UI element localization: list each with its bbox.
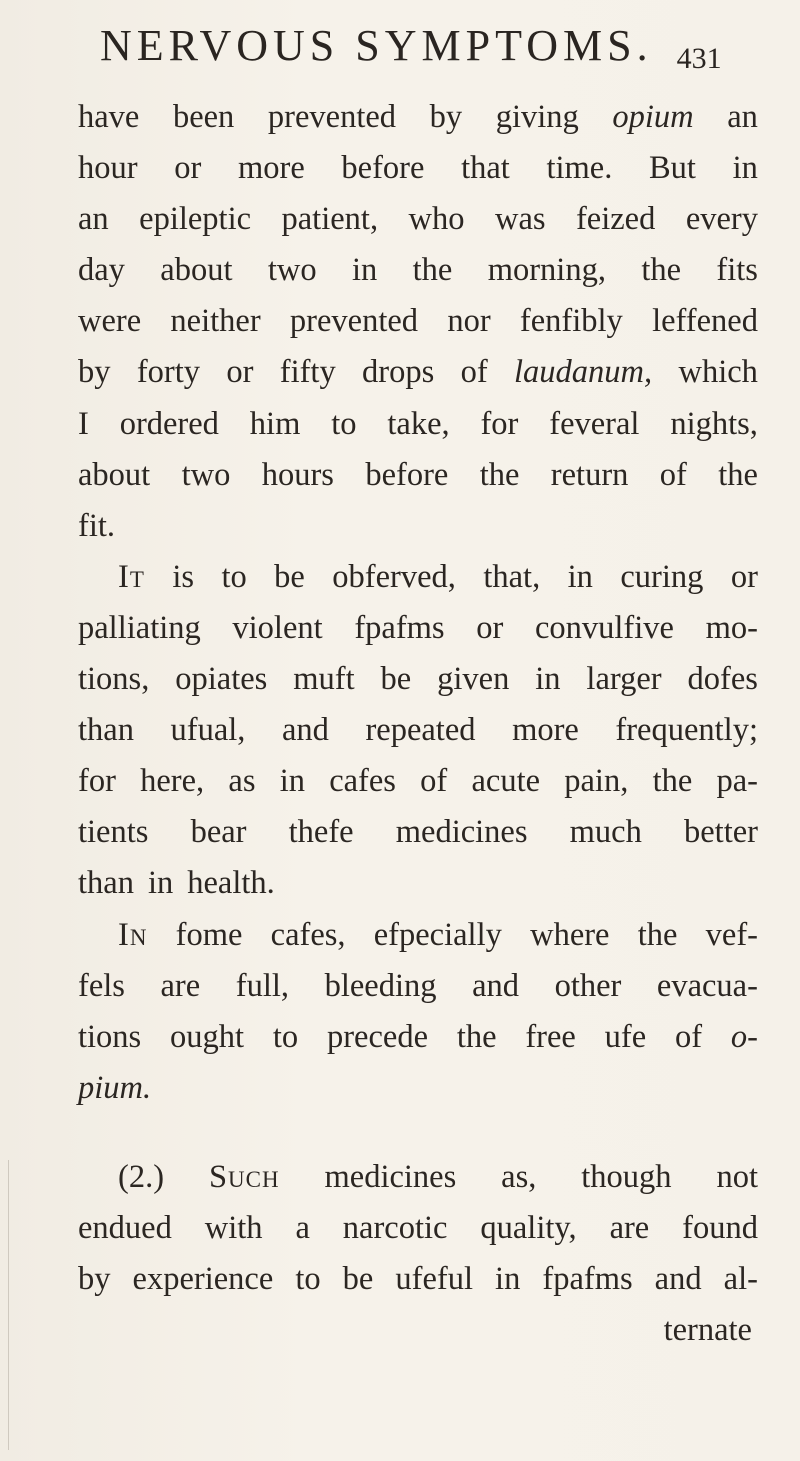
word: take, (387, 405, 450, 442)
word: in (351, 252, 378, 289)
word: morning, (487, 252, 606, 289)
word: mo- (705, 609, 758, 646)
word: as (228, 763, 256, 800)
word: opium (612, 99, 694, 135)
word: pa- (716, 763, 758, 800)
text-line (78, 910, 758, 961)
word: for (480, 405, 519, 442)
word: But (649, 150, 696, 187)
word: endued (78, 1209, 172, 1246)
text-line (78, 807, 758, 858)
text-line (78, 1012, 758, 1063)
word: leffened (652, 303, 758, 340)
word: tions, (78, 661, 150, 698)
word: quality, (480, 1209, 577, 1246)
word: narcotic (342, 1209, 448, 1246)
word: bear (190, 814, 247, 851)
word: cafes (329, 763, 396, 800)
word: before (341, 150, 425, 187)
word: more (237, 150, 305, 187)
word: the (479, 456, 520, 493)
text-line (78, 92, 758, 143)
word: fpafms (542, 1261, 633, 1298)
word: by (429, 99, 463, 135)
text-line (78, 245, 758, 296)
catchword: ternate (663, 1312, 752, 1349)
word: fits (716, 252, 758, 289)
text-line (78, 858, 758, 909)
word: It (118, 558, 145, 595)
word: fpafms (354, 609, 445, 646)
text-line (78, 705, 758, 756)
word: about (78, 456, 151, 493)
word: laudanum, (514, 354, 653, 391)
word: and (281, 712, 329, 749)
word: was (494, 201, 546, 238)
word: al- (723, 1261, 758, 1298)
word: ufe (604, 1018, 647, 1055)
page-header (100, 20, 740, 90)
word: (2.) (118, 1158, 165, 1195)
word: efpecially (373, 916, 502, 953)
paragraph-gap (78, 1114, 758, 1152)
word: cafes, (270, 916, 346, 953)
text-line (78, 501, 758, 552)
word: I (78, 405, 89, 442)
word: been (172, 99, 235, 135)
word: the (637, 916, 678, 953)
word: given (437, 661, 510, 698)
word: in (535, 661, 561, 698)
word: by (78, 1261, 111, 1298)
word: which (678, 354, 758, 391)
text-line (78, 1063, 758, 1114)
word: forty (136, 354, 201, 391)
word: acute (471, 763, 541, 800)
paragraph (78, 1152, 758, 1305)
word: in (732, 150, 758, 187)
page-edge-line (8, 1160, 9, 1450)
text-line (78, 1152, 758, 1203)
word: ought (170, 1018, 245, 1055)
word: be (274, 558, 305, 595)
word: muft (293, 661, 355, 698)
word: fome (175, 916, 243, 953)
word: giving (495, 99, 579, 135)
text-line (78, 399, 758, 450)
word: health. (187, 865, 275, 902)
word: with (204, 1209, 263, 1246)
word: a (295, 1209, 310, 1246)
word: or (730, 558, 758, 595)
word: better (684, 814, 758, 851)
word: bleeding (324, 967, 437, 1004)
word: opiates (175, 661, 268, 698)
word: nights, (670, 405, 758, 442)
word: the (718, 456, 758, 493)
word: though (581, 1158, 672, 1195)
word: dofes (687, 661, 758, 698)
word: as, (501, 1158, 537, 1195)
word: or (226, 354, 254, 391)
word: frequently; (615, 712, 758, 749)
word: feized (575, 201, 656, 238)
word: have (78, 99, 140, 135)
word: the (652, 763, 693, 800)
word: drops (362, 354, 435, 391)
catchword-line (78, 1305, 758, 1356)
word: day (78, 252, 125, 289)
word: two (267, 252, 317, 289)
text-line (78, 603, 758, 654)
word: pain, (564, 763, 629, 800)
word: feveral (549, 405, 640, 442)
word: fifty (279, 354, 336, 391)
word: prevented (267, 99, 397, 135)
word: epileptic (139, 201, 252, 238)
word: an (727, 99, 758, 135)
word: tions (78, 1018, 142, 1055)
word: much (569, 814, 642, 851)
word: of (460, 354, 488, 391)
word: o- (730, 1018, 758, 1055)
word: is (172, 558, 194, 595)
word: than (78, 712, 134, 749)
text-line (78, 143, 758, 194)
word: neither (170, 303, 261, 340)
word: Such (208, 1158, 280, 1195)
word: in (567, 558, 593, 595)
word: to (331, 405, 357, 442)
word: medicines (395, 814, 528, 851)
text-line (78, 1203, 758, 1254)
word: before (365, 456, 449, 493)
word: of (659, 456, 687, 493)
word: convulfive (534, 609, 674, 646)
word: fit. (78, 507, 116, 544)
word: return (550, 456, 629, 493)
word: found (682, 1209, 758, 1246)
word: fenfibly (519, 303, 623, 340)
word: in (279, 763, 305, 800)
word: medicines (324, 1158, 457, 1195)
text-line (78, 654, 758, 705)
word: about (160, 252, 233, 289)
word: repeated (365, 712, 476, 749)
word: where (530, 916, 610, 953)
word: or (476, 609, 504, 646)
word: by (78, 354, 111, 391)
word: were (78, 303, 142, 340)
word: violent (232, 609, 323, 646)
word: that, (483, 558, 541, 595)
paragraph (78, 552, 758, 910)
word: are (609, 1209, 650, 1246)
text-line (78, 552, 758, 603)
word: not (716, 1158, 758, 1195)
word: thefe (288, 814, 354, 851)
word: other (554, 967, 622, 1004)
word: free (525, 1018, 576, 1055)
word: ufual, (170, 712, 246, 749)
page-number: 431 (676, 42, 722, 75)
word: and (654, 1261, 702, 1298)
word: or (174, 150, 202, 187)
word: for (78, 763, 116, 800)
word: of (420, 763, 448, 800)
word: every (685, 201, 758, 238)
text-line (78, 1254, 758, 1305)
word: than (78, 865, 134, 902)
word: precede (326, 1018, 428, 1055)
word: pium. (78, 1069, 152, 1106)
word: more (512, 712, 579, 749)
word: to (272, 1018, 299, 1055)
word: who (408, 201, 465, 238)
word: be (342, 1261, 374, 1298)
body-text (78, 92, 758, 1356)
word: to (295, 1261, 321, 1298)
word: obferved, (332, 558, 456, 595)
word: evacua- (656, 967, 758, 1004)
word: time. (546, 150, 613, 187)
word: In (118, 916, 148, 953)
word: to (221, 558, 247, 595)
word: in (147, 865, 174, 902)
word: ordered (119, 405, 219, 442)
word: of (674, 1018, 703, 1055)
word: vef- (705, 916, 758, 953)
word: hours (261, 456, 334, 493)
text-line (78, 756, 758, 807)
text-line (78, 347, 758, 398)
word: fels (78, 967, 125, 1004)
word: hour (78, 150, 138, 187)
text-line (78, 194, 758, 245)
word: experience (132, 1261, 274, 1298)
word: be (380, 661, 412, 698)
word: curing (620, 558, 704, 595)
word: are (160, 967, 201, 1004)
paragraph (78, 92, 758, 552)
paragraph (78, 910, 758, 1114)
word: the (456, 1018, 497, 1055)
word: palliating (78, 609, 201, 646)
word: here, (140, 763, 205, 800)
word: prevented (289, 303, 419, 340)
word: two (181, 456, 231, 493)
word: in (495, 1261, 521, 1298)
word: tients (78, 814, 149, 851)
word: that (461, 150, 510, 187)
word: the (412, 252, 453, 289)
running-title: NERVOUS SYMPTOMS. (100, 21, 653, 70)
word: and (472, 967, 519, 1004)
word: nor (447, 303, 491, 340)
word: the (641, 252, 682, 289)
text-line (78, 296, 758, 347)
word: ufeful (395, 1261, 473, 1298)
text-line (78, 450, 758, 501)
word: full, (235, 967, 290, 1004)
word: him (249, 405, 301, 442)
word: patient, (281, 201, 379, 238)
text-line (78, 961, 758, 1012)
word: larger (586, 661, 662, 698)
word: an (78, 201, 109, 238)
